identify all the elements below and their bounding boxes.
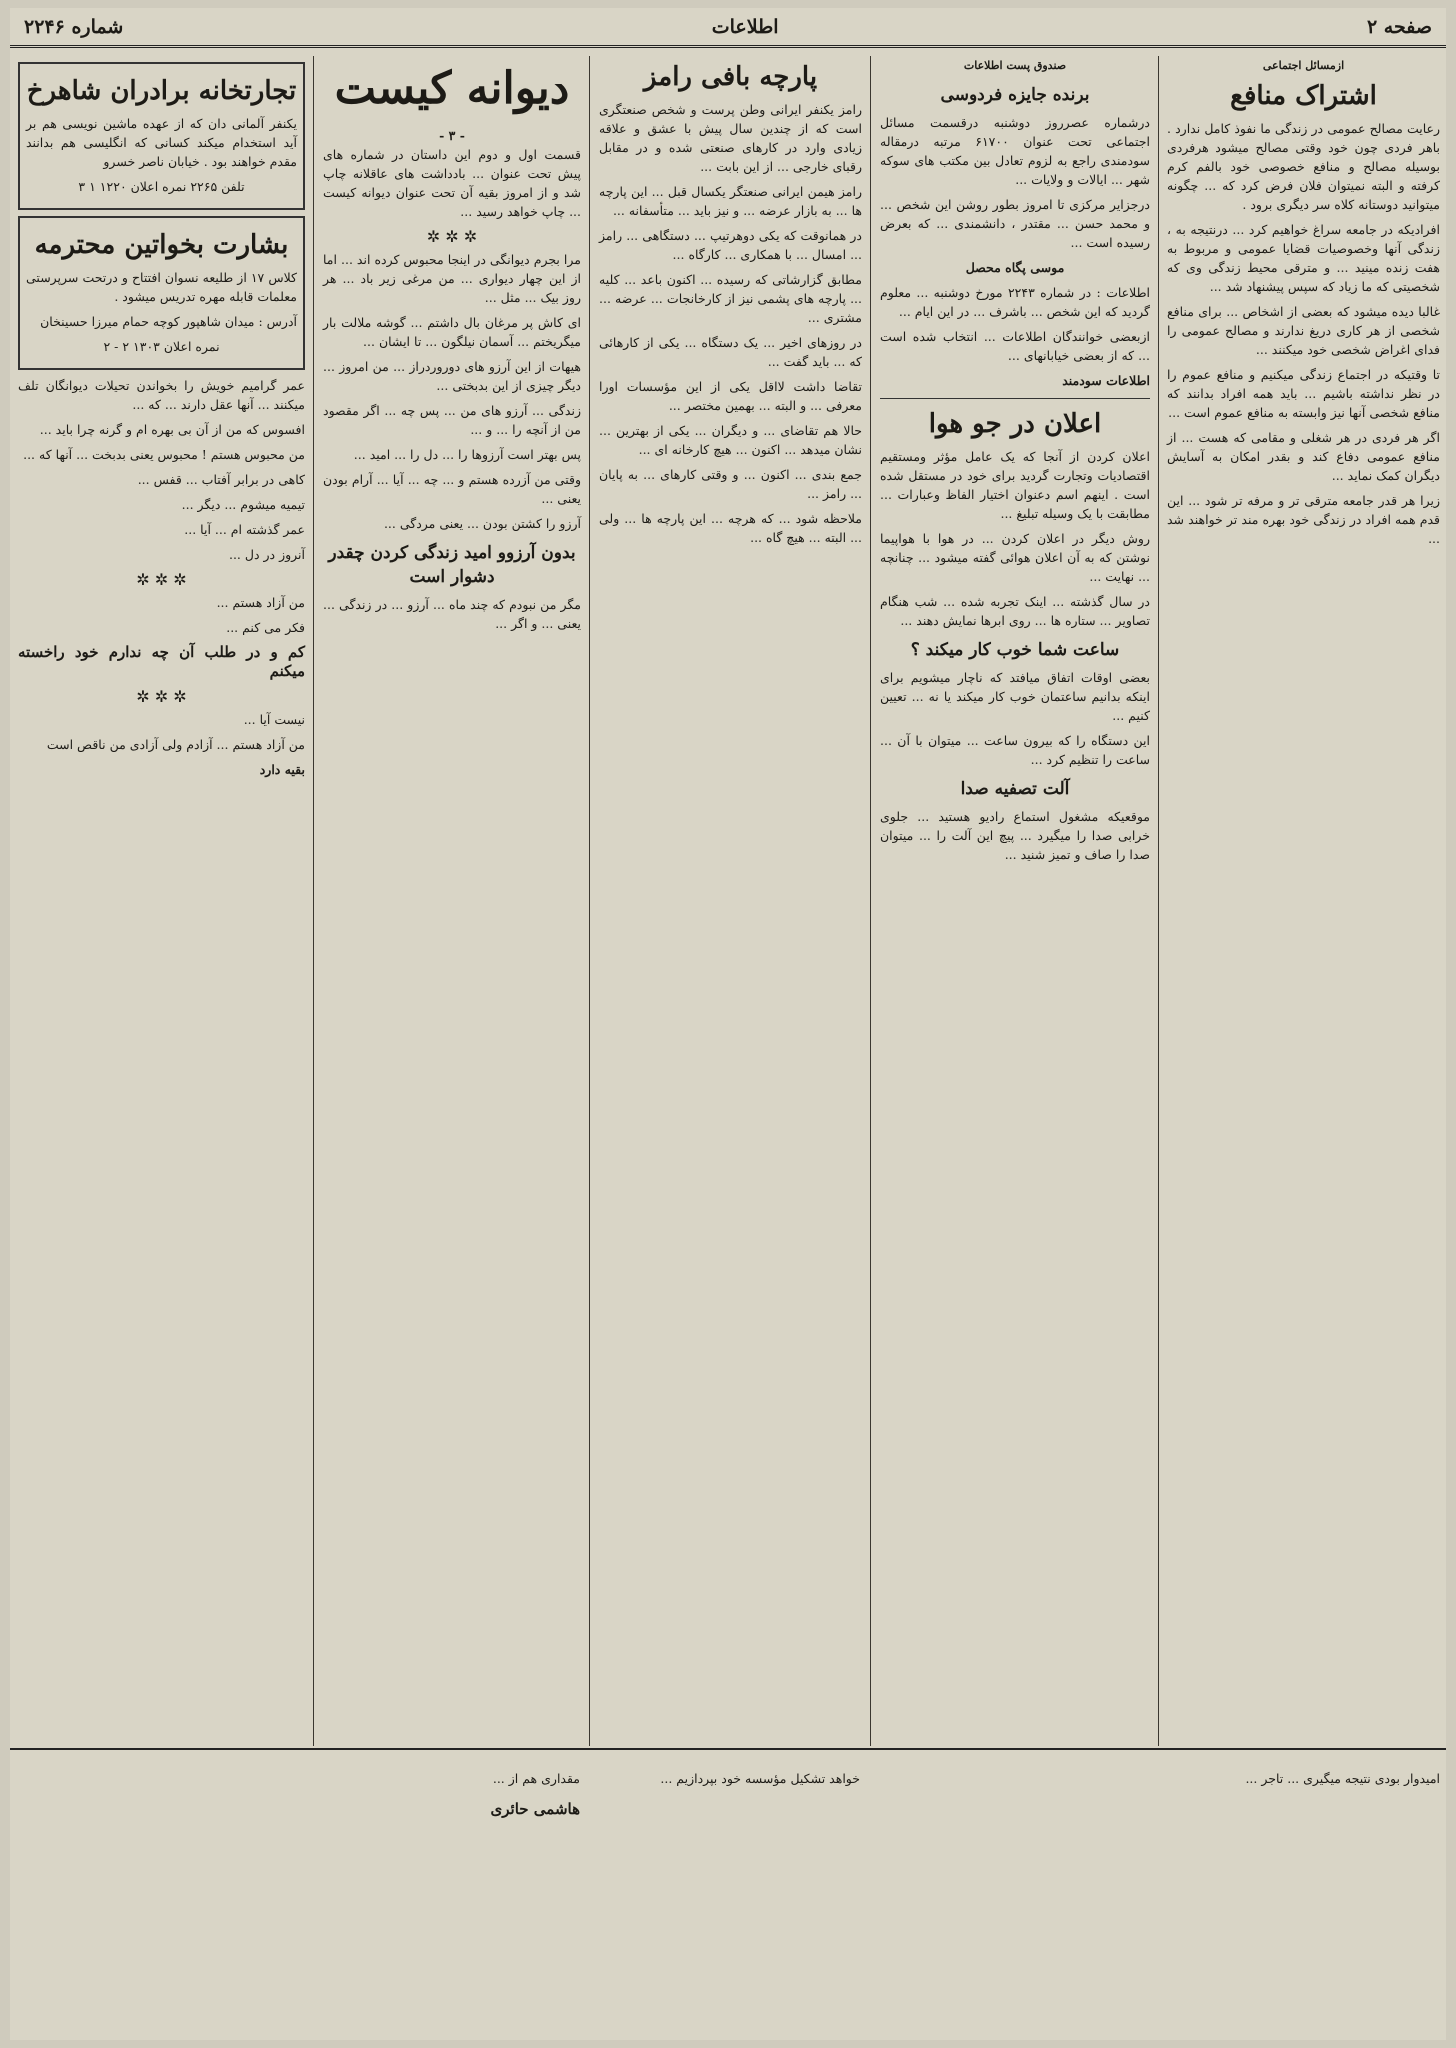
article-title: اعلان در جو هوا bbox=[928, 409, 1102, 439]
paragraph: امیدوار بودی نتیجه میگیری ... تاجر ... bbox=[1245, 1770, 1440, 1786]
paragraph: وقتی من آزرده هستم و ... چه ... آیا ... آرام بودن یعنی ... bbox=[323, 472, 581, 506]
paragraph: عمر گرامیم خویش را بخواندن تحیلات دیوانگان تلف میکنند ... آنها عقل دارند ... که ... bbox=[18, 378, 305, 412]
paragraph: عمر گذشته ام ... آیا ... bbox=[184, 522, 305, 537]
column-story bbox=[317, 56, 587, 1740]
column-divider bbox=[870, 56, 871, 1746]
column-mailbox bbox=[874, 56, 1156, 1740]
article-title: اشتراک منافع bbox=[1230, 81, 1377, 111]
paragraph: درجزایر مرکزی تا امروز بطور روشن این شخص ... و محمد حسن ... مقتدر ، دانشمندی ... که بعرض رسیده است ... bbox=[880, 197, 1150, 250]
page-label: صفحه ۲ bbox=[1366, 15, 1432, 38]
paragraph: در همانوقت که یکی دوهرتیپ ... دستگاهی ... رامز ... امسال ... با همکاری ... کارگاه ... bbox=[599, 228, 862, 262]
paragraph: اگر هر فردی در هر شغلی و مقامی که هست ... از منافع عمومی دفاع کند و بقدر امکان به آسایش دیگران کمک نماید ... bbox=[1167, 430, 1440, 483]
paragraph: آرزو را کشتن بودن ... یعنی مردگی ... bbox=[383, 516, 581, 531]
paragraph: مطابق گزارشاتی که رسیده ... اکنون باعد ... کلیه ... پارچه های پشمی نیز از کارخانجات ... عرضه ... مشتری ... bbox=[599, 272, 862, 325]
paragraph: در روزهای اخیر ... یک دستگاه ... یکی از کارهائی که ... باید گفت ... bbox=[599, 335, 862, 369]
paragraph: رعایت مصالح عمومی در زندگی ما نفوذ کامل ندارد . باهر فردی چون خود وقتی مصالح میشود هرفردی بوسیله مصالح و منافع خصوصی خود بالفم کرم کرفته و البته نمیتوان فلان فرض کرد که ... چگونه میتوانید دوستانه کلاه سر دیگری برود . bbox=[1167, 121, 1440, 212]
column-divider bbox=[313, 56, 314, 1746]
paragraph: تقاضا داشت لااقل یکی از این مؤسسات اورا معرفی ... و البته ... بهمین مختصر ... bbox=[599, 379, 862, 413]
paragraph: جمع بندی ... اکنون ... و وقتی کارهای ... به پایان ... رامز ... bbox=[599, 467, 862, 501]
paragraph: ای کاش پر مرغان بال داشتم ... گوشه ملالت بار میگریختم ... آسمان نیلگون ... تا ایشان ... bbox=[323, 315, 581, 349]
newspaper-page bbox=[10, 8, 1446, 2040]
paragraph: من آزاد هستم ... bbox=[216, 595, 305, 610]
story-subtitle: بدون آرزوو امید زندگی کردن چقدر دشوار است bbox=[328, 543, 576, 587]
paragraph: روش دیگر در اعلان کردن ... در هوا با هواپیما نوشتن که به آن اعلان هوائی گفته میشود ... چنانچه ... نهایت ... bbox=[880, 531, 1150, 584]
paragraph: حالا هم تقاضای ... و دیگران ... یکی از بهترین ... نشان میدهد ... اکنون ... هیچ کارخانه ای ... bbox=[599, 423, 862, 457]
paragraph: زیرا هر قدر جامعه مترقی تر و مرفه تر شود ... این قدم همه افراد در زندگی خود بهره مند تر خواهند شد ... bbox=[1167, 493, 1440, 546]
article-title: برنده جایزه فردوسی bbox=[940, 85, 1090, 105]
star-divider: ✲ ✲ ✲ bbox=[136, 687, 187, 706]
ad-address: آدرس : میدان شاهپور کوچه حمام میرزا حسینخان bbox=[40, 314, 297, 329]
column-social bbox=[1161, 56, 1446, 1740]
paragraph: قسمت اول و دوم این داستان در شماره های پیش تحت عنوان ... بادداشت های عاقلانه چاپ شد و از امروز بقیه آن تحت عنوان دیوانه کیست ... چاپ خواهد رسید ... bbox=[323, 147, 581, 219]
star-divider: ✲ ✲ ✲ bbox=[426, 227, 478, 246]
article-title: آلت تصفیه صدا bbox=[960, 779, 1070, 799]
author-signature: هاشمی حائری bbox=[490, 1800, 580, 1818]
divider bbox=[880, 398, 1150, 399]
paragraph: مرا بجرم دیوانگی در اینجا محبوس کرده اند ... اما از این چهار دیواری ... من مرغی زیر باد ... هر روز بیک ... مثل ... bbox=[323, 252, 581, 305]
paragraph: مگر من نبودم که چند ماه ... آرزو ... در زندگی ... یعنی ... و اگر ... bbox=[323, 597, 581, 631]
bottom-rule bbox=[10, 1748, 1446, 1750]
paragraph: افسوس که من از آن بی بهره ام و گرنه چرا باید ... bbox=[39, 422, 305, 437]
paragraph: من آزاد هستم ... آزادم ولی آزادی من ناقص است bbox=[46, 737, 305, 752]
paragraph: یکنفر آلمانی دان که از عهده ماشین نویسی هم بر آید استخدام میکند کسانی که انگلیسی هم بدانند مقدم خواهند بود . خیابان ناصر خسرو bbox=[26, 116, 297, 169]
section-label: صندوق پست اطلاعات bbox=[963, 59, 1067, 72]
page-header bbox=[10, 8, 1446, 48]
paragraph: من محبوس هستم ! محبوس یعنی بدبخت ... آنها که ... bbox=[23, 447, 305, 462]
paragraph: اعلان کردن از آنجا که یک عامل مؤثر ومستقیم اقتصادیات وتجارت گردید برای خود در مستقل شده است . اینهم اسم دعنوان اختیار الفاظ وعبارات ... مطابقت با یک وسیله تبلیغ ... bbox=[880, 449, 1150, 521]
ad-title: تجارتخانه برادران شاهرخ bbox=[26, 76, 297, 106]
column-textile bbox=[593, 56, 868, 1740]
paragraph: کلاس ۱۷ از طلیعه نسوان افتتاح و درتحت سرپرستی معلمات قابله مهره تدریس میشود . bbox=[26, 270, 297, 304]
paragraph: فکر می کنم ... bbox=[226, 620, 305, 635]
story-part: - ۳ - bbox=[439, 128, 465, 143]
continued-label: بقیه دارد bbox=[259, 762, 305, 777]
paragraph: زندگی ... آرزو های من ... پس چه ... اگر مقصود من از آنچه را ... و ... bbox=[323, 403, 581, 437]
article-title: ساعت شما خوب کار میکند ؟ bbox=[910, 640, 1120, 660]
paragraph: در سال گذشته ... اینک تجربه شده ... شب هنگام تصاویر ... ستاره ها ... روی ابرها نمایش دهند ... bbox=[880, 594, 1150, 628]
signature: اطلاعات سودمند bbox=[1062, 373, 1150, 388]
signature: موسی پگاه محصل bbox=[965, 260, 1065, 275]
paragraph: هیهات از این آرزو های دوروردراز ... من امروز ... دیگر چیزی از این بدبختی ... bbox=[323, 359, 581, 393]
column-divider bbox=[1158, 56, 1159, 1746]
masthead: اطلاعات bbox=[711, 15, 779, 38]
paragraph: بعضی اوقات اتفاق میافتد که ناچار میشویم برای اینکه بدانیم ساعتمان خوب کار میکند یا نه ... تعیین کنیم ... bbox=[880, 670, 1150, 723]
paragraph: تا وقتیکه در اجتماع زندگی میکنیم و منافع عموم را در نظر نداشته باشیم ... باید همه افراد بدانند که منافع شخصی آنها نیز وابسته به منافع عموم است ... bbox=[1167, 367, 1440, 420]
bold-quote: کم و در طلب آن چه ندارم خود راخسته میکنم bbox=[18, 643, 305, 680]
paragraph: آنروز در دل ... bbox=[228, 547, 305, 562]
paragraph: خواهد تشکیل مؤسسه خود بپردازیم ... bbox=[660, 1770, 860, 1786]
paragraph: رامز یکنفر ایرانی وطن پرست و شخص صنعتگری است که از چندین سال پیش با عشق و علاقه زیادی وارد در کارهای صنعتی شده و در مقابل رقبای خارجی ... از این بابت ... bbox=[599, 102, 862, 174]
star-divider: ✲ ✲ ✲ bbox=[136, 570, 187, 589]
paragraph: اطلاعات : در شماره ۲۲۴۳ مورخ دوشنبه ... معلوم گردید که این شخص ... باشرف ... در این ایام ... bbox=[880, 285, 1150, 319]
paragraph: تیمیه میشوم ... دیگر ... bbox=[181, 497, 305, 512]
paragraph: موقعیکه مشغول استماع رادیو هستید ... جلوی خرابی صدا را میگیرد ... پیچ این آلت را ... میتوان صدا را صاف و تمیز شنید ... bbox=[880, 809, 1150, 862]
ad-box-ladies bbox=[18, 216, 305, 370]
story-title: دیوانه کیست bbox=[334, 63, 570, 114]
ad-box-shahrokh bbox=[18, 62, 305, 210]
paragraph: افرادیکه در جامعه سراغ خواهیم کرد ... درنتیجه به ، زندگی آنها وخصوصیات قضایا عمومی و مربوط به هفت زنده مینید ... و مترقی محیط زندگی وی که شخصیتی که ما زیاد که سپس پیشنهاد شد ... bbox=[1167, 222, 1440, 294]
paragraph: درشماره عصرروز دوشنبه درقسمت مسائل اجتماعی تحت عنوان ۶۱۷۰۰ مرتبه درمقاله سودمندی راجع به لزوم تعادل بین مکتب های سوکه شهر ... ایالات و ولایات ... bbox=[880, 115, 1151, 187]
column-ads bbox=[12, 56, 311, 1740]
article-title: پارچه بافی رامز bbox=[643, 62, 818, 92]
paragraph: پس بهتر است آرزوها را ... دل را ... امید ... bbox=[353, 447, 581, 462]
ad-title: بشارت بخواتین محترمه bbox=[34, 230, 289, 260]
bottom-text bbox=[886, 1756, 1446, 2032]
paragraph: مقداری هم از ... bbox=[492, 1770, 580, 1786]
paragraph: کاهی در برابر آفتاب ... قفس ... bbox=[137, 472, 305, 487]
section-label: ازمسائل اجتماعی bbox=[1262, 59, 1345, 72]
paragraph: نیست آیا ... bbox=[243, 712, 305, 727]
paragraph: غالبا دیده میشود که بعضی از اشخاص ... برای منافع شخصی از هر کاری دریغ ندارند و مصالح عمومی را فدای اغراض شخصی خود میکنند ... bbox=[1167, 304, 1440, 357]
ad-phone: تلفن ۲۲۶۵ نمره اعلان ۱۲۲۰ ۱ ۳ bbox=[78, 179, 245, 194]
paragraph: ازبعضی خوانندگان اطلاعات ... انتخاب شده است ... که از بعضی خیابانهای ... bbox=[880, 329, 1150, 363]
paragraph: رامز هیمن ایرانی صنعتگر یکسال قبل ... این پارچه ها ... به بازار عرضه ... و نیز باید ... متأسفانه ... bbox=[599, 184, 862, 218]
bottom-text bbox=[596, 1756, 866, 2032]
bottom-text bbox=[16, 1756, 586, 2032]
ad-number: نمره اعلان ۱۳۰۳ ۲ - ۲ bbox=[103, 339, 220, 354]
paragraph: ملاحظه شود ... که هرچه ... این پارچه ها ... ولی ... البته ... هیچ گاه ... bbox=[599, 511, 862, 545]
paragraph: این دستگاه را که بیرون ساعت ... میتوان با آن ... ساعت را تنظیم کرد ... bbox=[880, 733, 1150, 767]
issue-label: شماره ۲۲۴۶ bbox=[24, 15, 124, 38]
column-divider bbox=[589, 56, 590, 1746]
